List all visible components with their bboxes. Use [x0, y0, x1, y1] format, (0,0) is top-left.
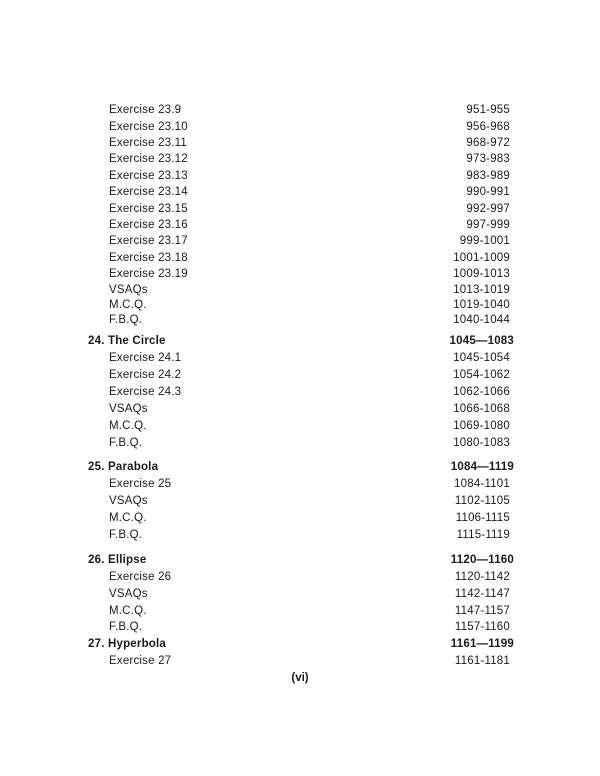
toc-entry	[0, 586, 600, 602]
toc-entry	[0, 151, 600, 167]
toc-entry-pages: 1001-1009	[453, 252, 510, 264]
toc-entry-label: VSAQs	[109, 284, 148, 296]
toc-entry	[0, 297, 600, 313]
toc-entry-label: Exercise 23.9	[109, 104, 182, 116]
toc-entry	[0, 653, 600, 669]
toc-entry	[0, 569, 600, 585]
chapter-heading	[0, 636, 600, 652]
toc-entry	[0, 282, 600, 298]
toc-entry-pages: 1054-1062	[453, 369, 510, 381]
toc-entry	[0, 266, 600, 282]
toc-entry	[0, 233, 600, 249]
toc-entry	[0, 510, 600, 526]
toc-entry-pages: 1069-1080	[453, 420, 510, 432]
toc-entry-label: Exercise 23.12	[109, 153, 188, 165]
toc-entry-pages: 1013-1019	[453, 284, 510, 296]
toc-entry	[0, 384, 600, 400]
toc-entry-pages: 990-991	[466, 186, 510, 198]
chapter-heading	[0, 333, 600, 349]
toc-entry-pages: 956-968	[466, 121, 510, 133]
toc-entry	[0, 435, 600, 451]
toc-entry-label: Exercise 25	[109, 478, 172, 490]
toc-entry	[0, 476, 600, 492]
toc-entry-pages: 973-983	[466, 153, 510, 165]
toc-entry-label: VSAQs	[109, 403, 148, 415]
toc-entry-label: Exercise 24.3	[109, 386, 182, 398]
toc-entry-pages: 1106-1115	[455, 512, 510, 524]
toc-entry-pages: 1019-1040	[453, 299, 510, 311]
toc-entry	[0, 217, 600, 233]
toc-entry-pages: 1009-1013	[453, 268, 510, 280]
chapter-heading	[0, 552, 600, 568]
chapter-pages: 1084—1119	[450, 461, 514, 473]
toc-entry-label: Exercise 23.10	[109, 121, 188, 133]
toc-entry	[0, 619, 600, 635]
toc-entry	[0, 201, 600, 217]
toc-entry-label: F.B.Q.	[109, 621, 143, 633]
toc-entry-label: Exercise 23.19	[109, 268, 188, 280]
toc-entry-pages: 983-989	[466, 170, 510, 182]
toc-entry-label: F.B.Q.	[109, 529, 143, 541]
toc-entry-label: M.C.Q.	[109, 512, 147, 524]
toc-entry	[0, 184, 600, 200]
toc-entry	[0, 367, 600, 383]
toc-entry-label: Exercise 24.2	[109, 369, 182, 381]
toc-entry-pages: 1080-1083	[453, 437, 510, 449]
toc-entry-label: Exercise 23.14	[109, 186, 188, 198]
toc-entry	[0, 312, 600, 328]
toc-entry-label: Exercise 26	[109, 571, 172, 583]
chapter-pages: 1161—1199	[450, 638, 514, 650]
chapter-title: 27. Hyperbola	[88, 638, 167, 650]
page-number: (vi)	[291, 672, 309, 684]
toc-entry	[0, 119, 600, 135]
toc-entry	[0, 527, 600, 543]
toc-entry-label: Exercise 24.1	[109, 352, 182, 364]
toc-entry-label: VSAQs	[109, 588, 148, 600]
toc-entry	[0, 168, 600, 184]
toc-entry-label: M.C.Q.	[109, 605, 147, 617]
toc-entry-pages: 999-1001	[459, 235, 510, 247]
toc-entry-label: Exercise 23.15	[109, 203, 188, 215]
toc-entry-pages: 951-955	[466, 104, 510, 116]
toc-entry-label: M.C.Q.	[109, 299, 147, 311]
toc-entry-pages: 1040-1044	[453, 314, 510, 326]
toc-entry-label: F.B.Q.	[109, 437, 143, 449]
toc-entry	[0, 250, 600, 266]
toc-entry-pages: 1102-1105	[454, 495, 510, 507]
toc-entry-label: Exercise 23.17	[109, 235, 188, 247]
chapter-pages: 1045—1083	[449, 335, 514, 347]
toc-entry-pages: 1147-1157	[454, 605, 510, 617]
toc-entry-pages: 1142-1147	[454, 588, 510, 600]
toc-entry-label: VSAQs	[109, 495, 148, 507]
toc-entry-pages: 1161-1181	[454, 655, 510, 667]
toc-entry-label: Exercise 27	[109, 655, 172, 667]
toc-entry-label: M.C.Q.	[109, 420, 147, 432]
chapter-title: 26. Ellipse	[88, 554, 147, 566]
chapter-title: 25. Parabola	[88, 461, 159, 473]
toc-entry	[0, 102, 600, 118]
chapter-pages: 1120—1160	[450, 554, 514, 566]
toc-entry-label: Exercise 23.18	[109, 252, 188, 264]
toc-entry-pages: 997-999	[466, 219, 510, 231]
toc-entry	[0, 401, 600, 417]
toc-entry	[0, 135, 600, 151]
toc-entry-pages: 1084-1101	[454, 478, 510, 490]
toc-entry-label: Exercise 23.13	[109, 170, 188, 182]
toc-entry-pages: 1157-1160	[454, 621, 510, 633]
toc-entry	[0, 493, 600, 509]
toc-entry-pages: 1062-1066	[453, 386, 510, 398]
toc-entry	[0, 418, 600, 434]
toc-entry-pages: 1066-1068	[453, 403, 510, 415]
toc-entry-label: Exercise 23.16	[109, 219, 188, 231]
toc-entry-pages: 968-972	[466, 137, 510, 149]
toc-entry-pages: 1115-1119	[456, 529, 510, 541]
toc-entry-pages: 992-997	[466, 203, 510, 215]
toc-entry-label: Exercise 23.11	[109, 137, 188, 149]
toc-entry	[0, 603, 600, 619]
toc-entry-pages: 1120-1142	[454, 571, 510, 583]
chapter-heading	[0, 459, 600, 475]
toc-entry-label: F.B.Q.	[109, 314, 143, 326]
chapter-title: 24. The Circle	[88, 335, 166, 347]
toc-entry-pages: 1045-1054	[453, 352, 510, 364]
toc-entry	[0, 350, 600, 366]
